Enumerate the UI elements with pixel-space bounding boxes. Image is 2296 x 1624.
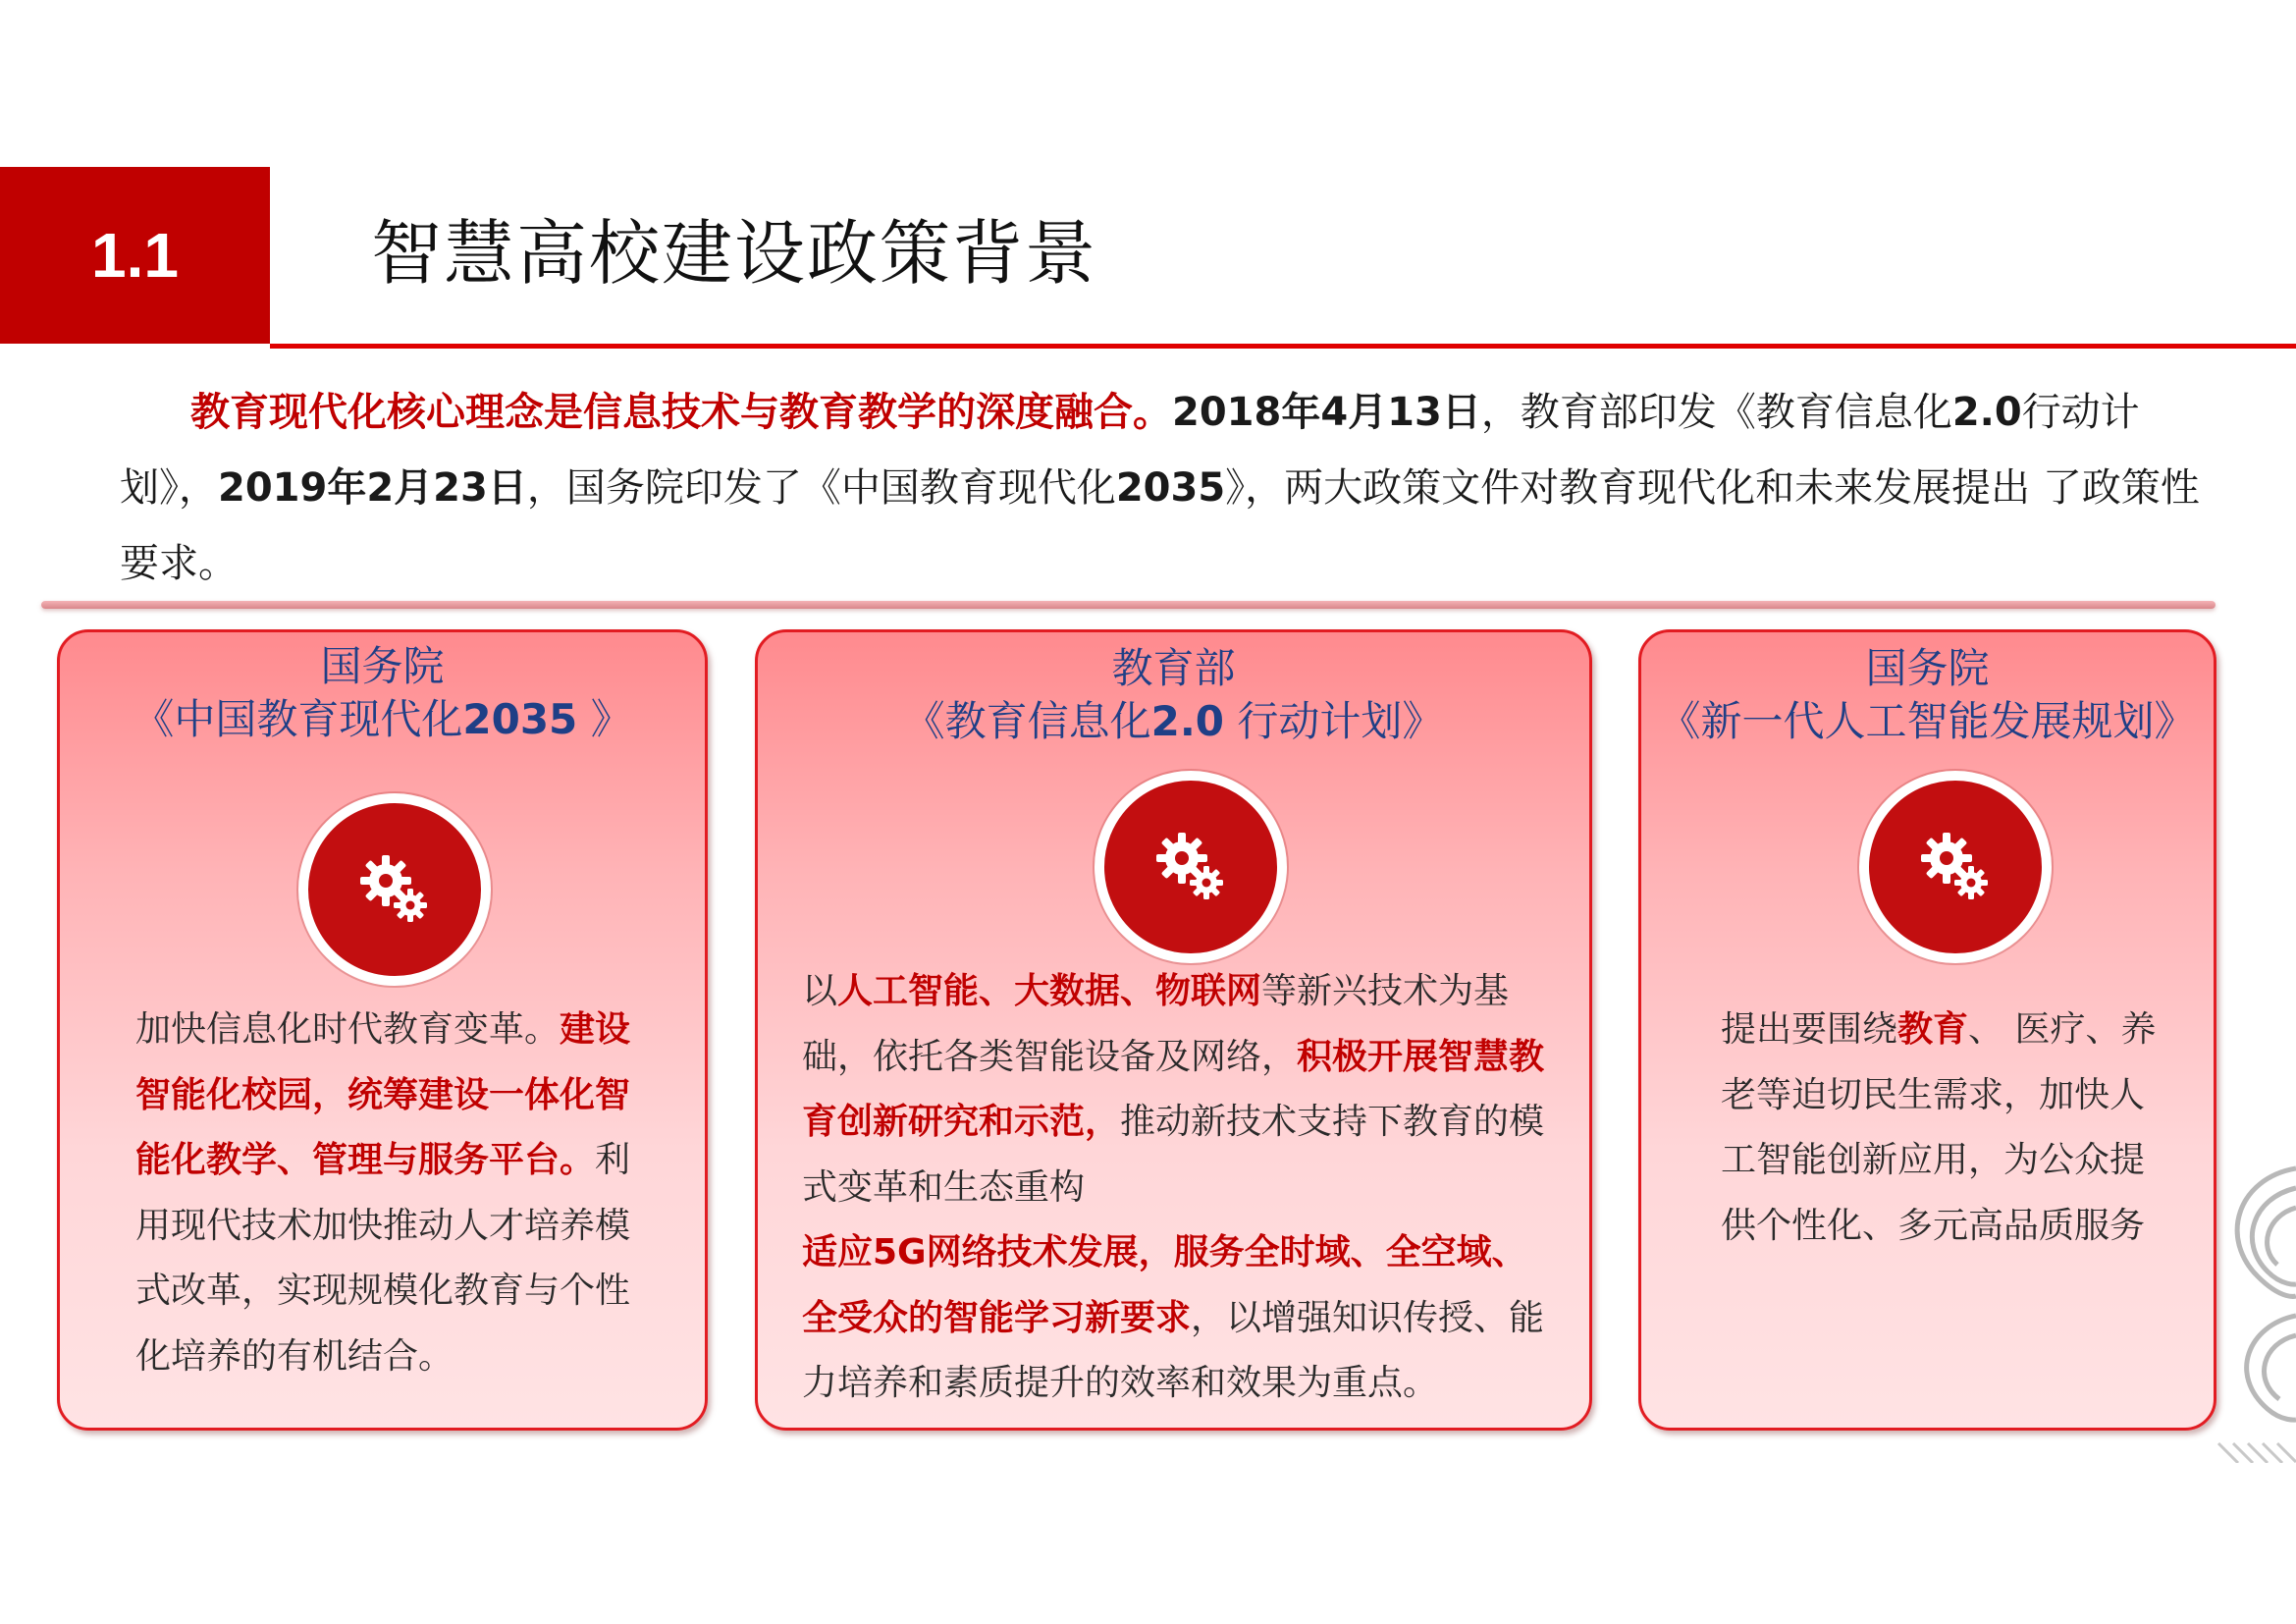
card-document: 《中国教育现代化2035 》 [133, 695, 632, 743]
card-heading [60, 640, 705, 746]
intro-paragraph [120, 375, 2206, 602]
intro-year: 2035 [1115, 465, 1226, 511]
policy-card-state-council-ai-plan [1638, 629, 2216, 1431]
decorative-swirl [2199, 1149, 2296, 1463]
page-title: 智慧高校建设政策背景 [371, 212, 1098, 295]
card-body: 以人工智能、大数据、物联网等新兴技术为基础，依托各类智能设备及网络，积极开展智慧教育创新研究和示范，推动新技术支持下教育的模式变革和生态重构 适应5G网络技术发展，服务全时域、全空域、全受众的智能学习新要求，以增强知识传授、能力培养和素质提升的效率和效果为重点。 [802, 971, 1545, 1403]
intro-divider [41, 601, 2216, 609]
card-org: 国务院 [320, 642, 445, 690]
intro-text-3: ，国务院印发了《中国教育现代化 [526, 465, 1116, 511]
section-number-badge [0, 167, 270, 344]
card-heading [1641, 642, 2214, 748]
intro-date-1: 2018年4月13日 [1172, 390, 1481, 435]
intro-date-2: 2019年2月23日 [218, 465, 527, 511]
intro-text-4: 》，两大政策文件对教育现代化和未来发展提出 了政策性要求。 [120, 465, 2200, 586]
gears-icon [1859, 771, 2052, 963]
intro-text-1: ，教育部印发《教育信息化 [1480, 390, 1952, 435]
card-document: 《教育信息化2.0 行动计划》 [903, 697, 1444, 745]
intro-lead: 教育现代化核心理念是信息技术与教育教学的深度融合。 [190, 390, 1172, 435]
title-divider [270, 344, 2296, 349]
card-body: 提出要围绕教育、 医疗、养老等迫切民生需求，加快人工智能创新应用，为公众提供个性化、多元高品质服务 [1721, 1009, 2157, 1246]
card-org: 国务院 [1865, 644, 1990, 692]
intro-text-2: 行动计划》， [120, 390, 2140, 511]
policy-card-education-ministry-2-0 [755, 629, 1592, 1431]
intro-version: 2.0 [1951, 390, 2022, 435]
card-document: 《新一代人工智能发展规划》 [1659, 697, 2196, 745]
gears-icon [298, 793, 491, 986]
policy-card-state-council-2035 [57, 629, 708, 1431]
gears-icon [1095, 771, 1287, 963]
card-body: 加快信息化时代教育变革。建设智能化校园，统筹建设一体化智能化教学、管理与服务平台。利用现代技术加快推动人才培养模式改革，实现规模化教育与个性化培养的有机结合。 [135, 1009, 631, 1377]
section-number: 1.1 [91, 220, 179, 291]
card-heading [758, 642, 1589, 748]
card-org: 教育部 [1111, 644, 1236, 692]
